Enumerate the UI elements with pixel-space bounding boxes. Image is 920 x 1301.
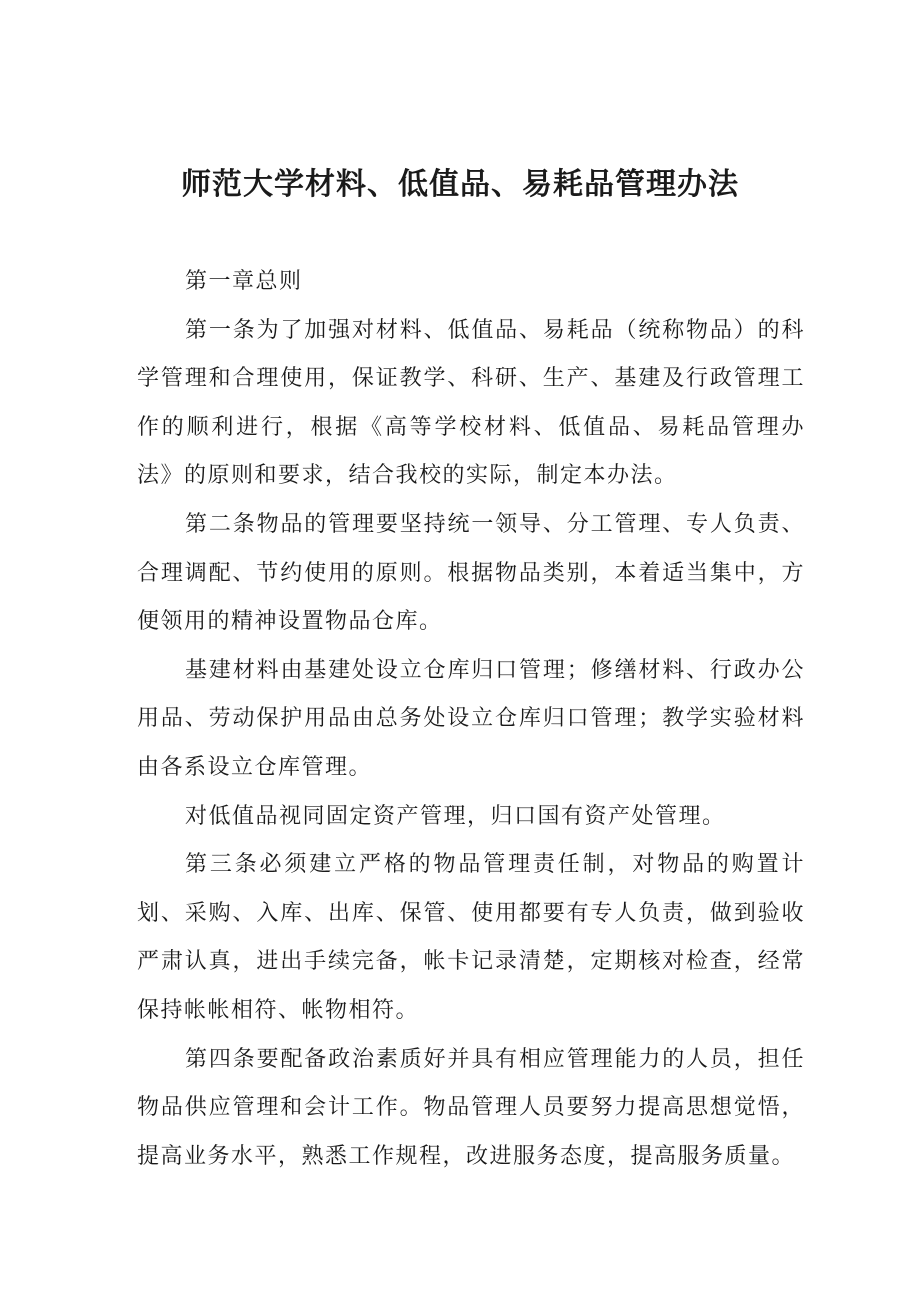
document-title: 师范大学材料、低值品、易耗品管理办法 bbox=[181, 167, 739, 202]
chapter-heading: 第一章总则 bbox=[185, 269, 303, 294]
article-3-paragraph: 第三条必须建立严格的物品管理责任制，对物品的购置计划、采购、入库、出库、保管、使用都要有专人负责，做到验收严肃认真，进出手续完备，帐卡记录清楚，定期核对检查，经常保持帐帐相符、帐物相符。 bbox=[137, 852, 805, 1023]
article-1-paragraph: 第一条为了加强对材料、低值品、易耗品（统称物品）的科学管理和合理使用，保证教学、科研、生产、基建及行政管理工作的顺利进行，根据《高等学校材料、低值品、易耗品管理办法》的原则和要求，结合我校的实际，制定本办法。 bbox=[137, 317, 805, 489]
article-2-paragraph: 第二条物品的管理要坚持统一领导、分工管理、专人负责、合理调配、节约使用的原则。根据物品类别，本着适当集中，方便领用的精神设置物品仓库。 bbox=[137, 511, 805, 635]
low-value-items-paragraph: 对低值品视同固定资产管理，归口国有资产处管理。 bbox=[185, 803, 726, 829]
document-body bbox=[137, 258, 805, 1181]
article-4-paragraph: 第四条要配备政治素质好并具有相应管理能力的人员，担任物品供应管理和会计工作。物品管理人员要努力提高思想觉悟，提高业务水平，熟悉工作规程，改进服务态度，提高服务质量。 bbox=[137, 1046, 805, 1169]
warehouse-assignment-paragraph: 基建材料由基建处设立仓库归口管理；修缮材料、行政办公用品、劳动保护用品由总务处设立仓库归口管理；教学实验材料由各系设立仓库管理。 bbox=[137, 657, 805, 780]
